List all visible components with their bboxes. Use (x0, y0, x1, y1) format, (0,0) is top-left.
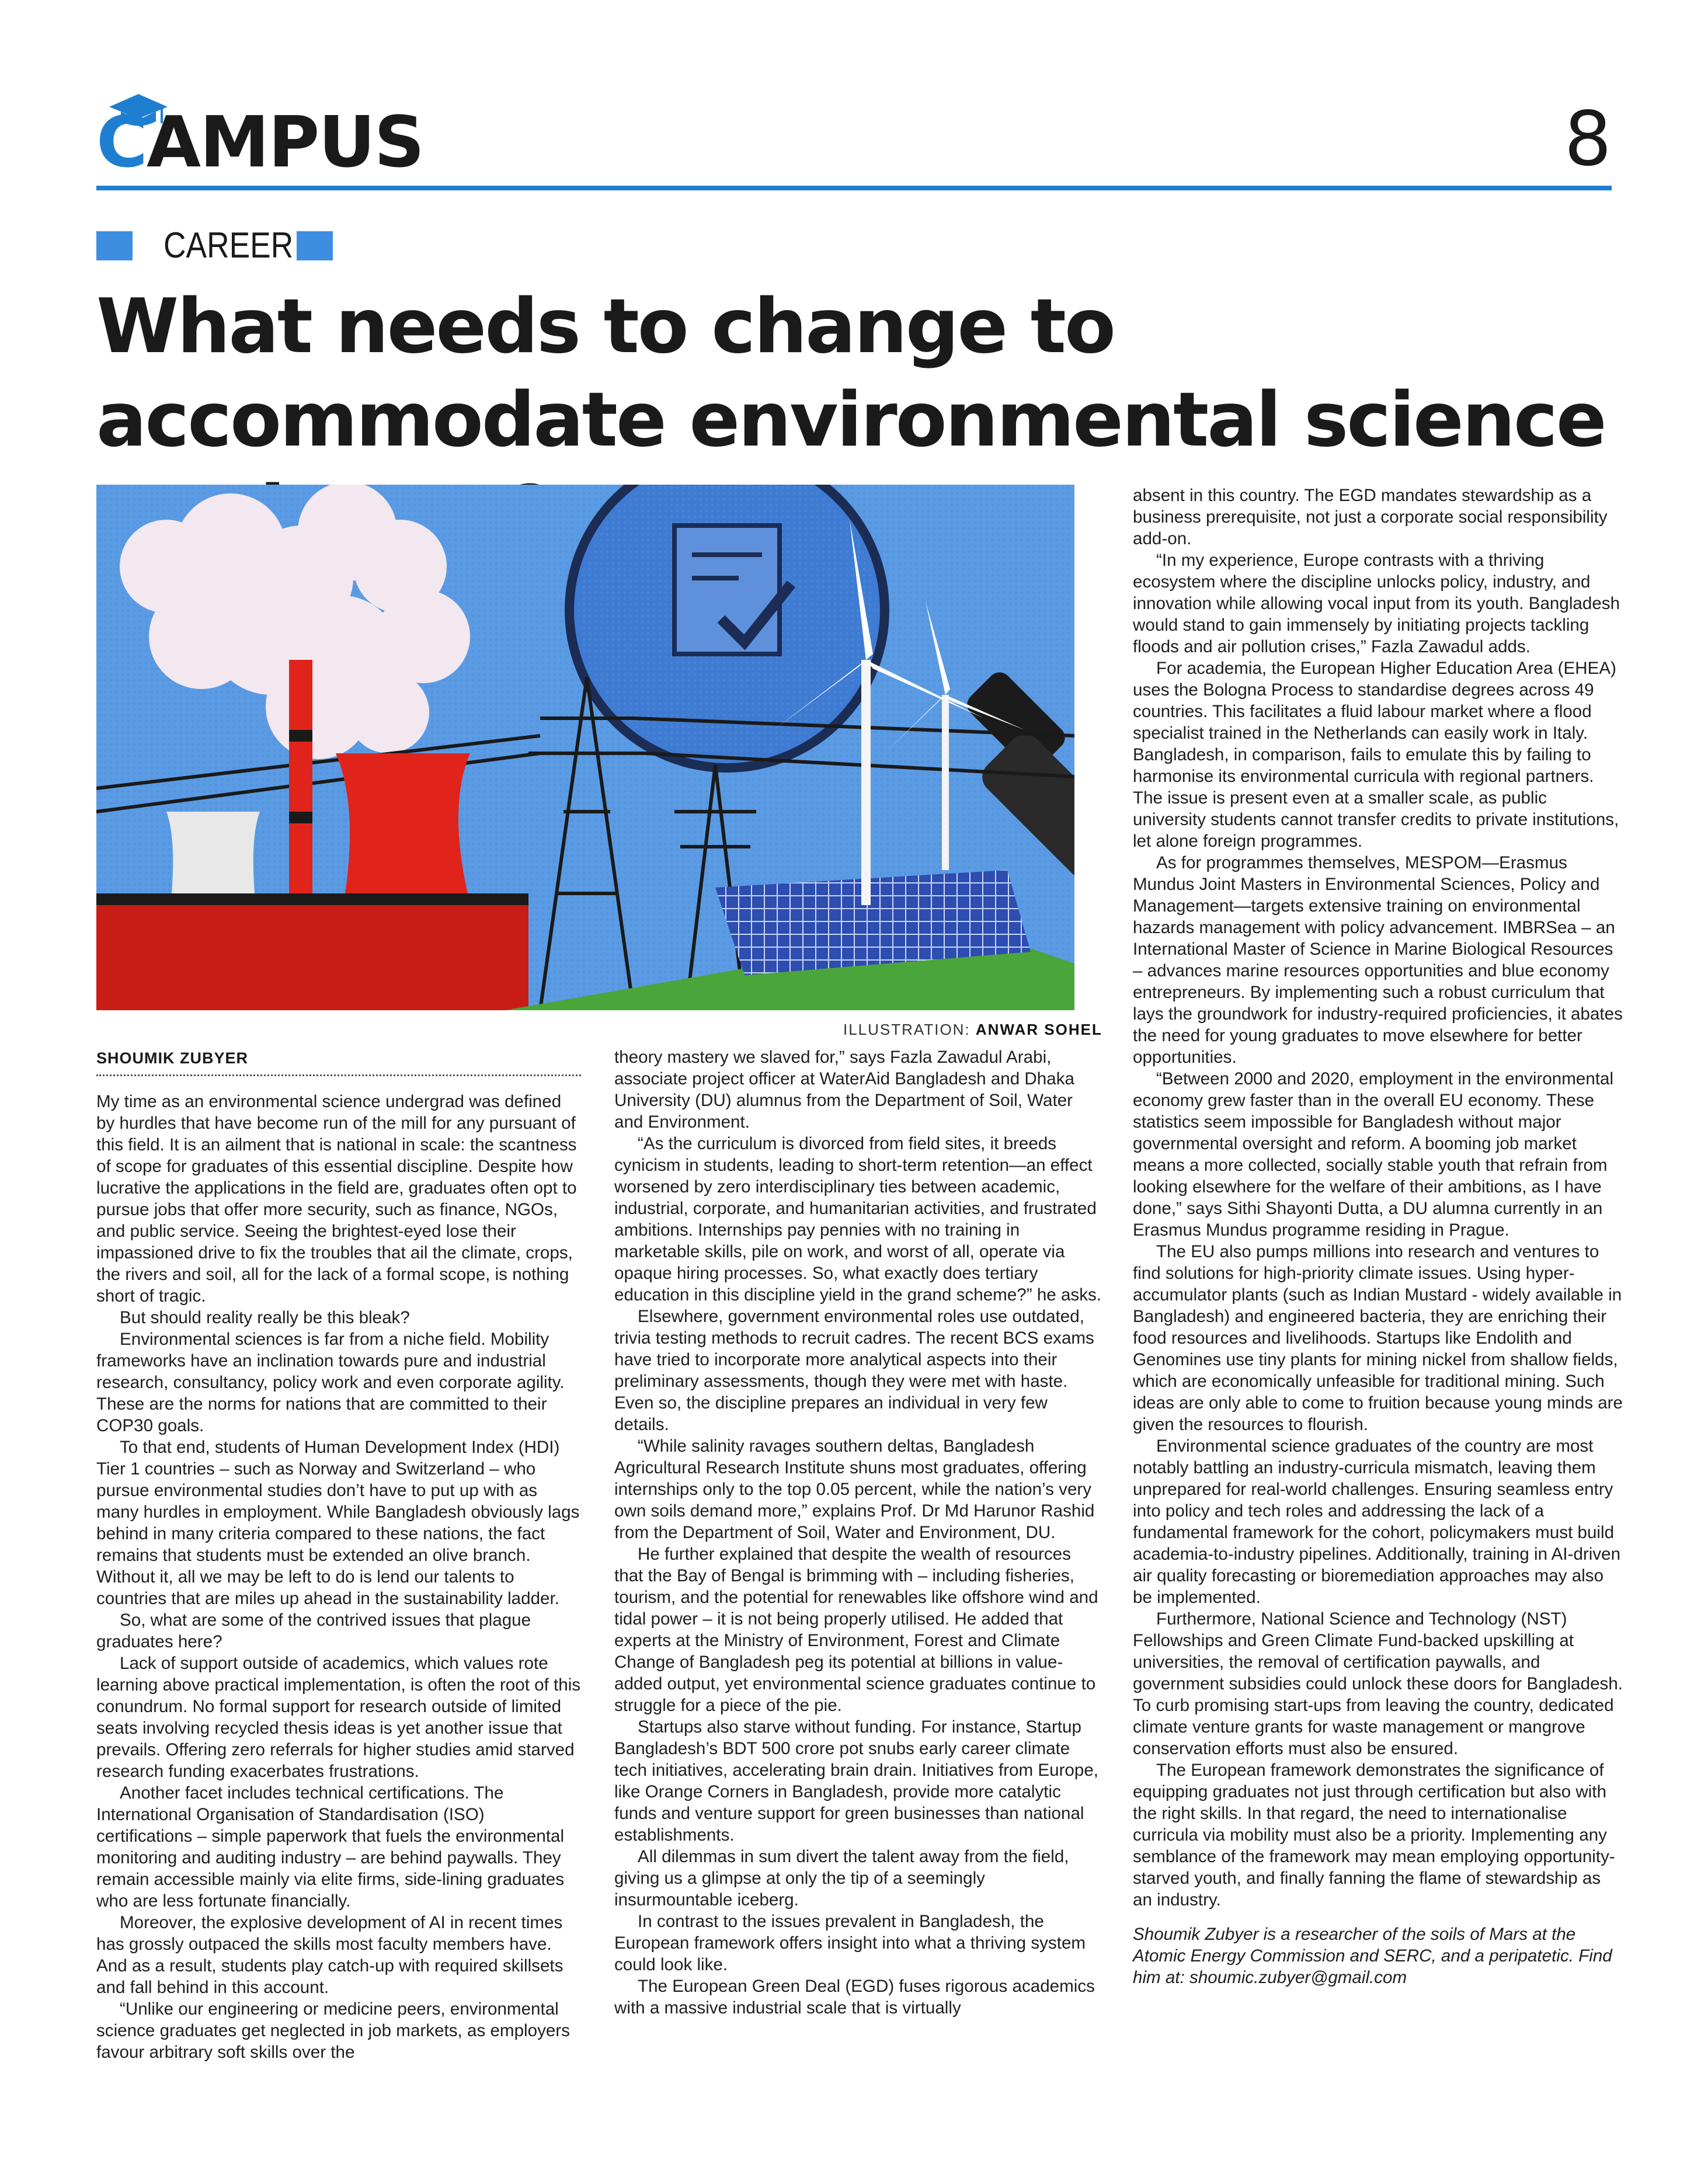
headline: What needs to change to accommodate environmental science (96, 283, 1605, 464)
author-bio: Shoumik Zubyer is a researcher of the soils of Mars at the Atomic Energy Commission and SERC, and a peripatetic. Find him at: shoumic.zubyer@gmail.com (1133, 1925, 1612, 1987)
illustration-svg (96, 485, 1074, 1010)
paragraph: “Unlike our engineering or medicine peers, environmental science graduates get neglected in job markets, as employers favour arbitrary soft skills over the (96, 1999, 570, 2062)
paragraph: He further explained that despite the wealth of resources that the Bay of Bengal is brimming with – including fisheries, tourism, and the potential for renewables like offshore wind and tidal power – it is not being properly utilised. He added that experts at the Ministry of Environment, Forest and Climate Change of Bangladesh peg its potential at billions in value-added output, yet environmental science graduates continue to struggle for a piece of the pie. (614, 1545, 1098, 1715)
logo-text (96, 102, 424, 183)
paragraph: “In my experience, Europe contrasts with a thriving ecosystem where the discipline unlocks policy, industry, and innovation while allowing vocal input from its youth. Bangladesh would stand to gain immensely by initiating projects tackling floods and air pollution crises,” Fazla Zawadul adds. (1133, 551, 1620, 656)
masthead (96, 96, 1612, 187)
article-illustration (96, 485, 1074, 1010)
paragraph: The European Green Deal (EGD) fuses rigorous academics with a massive industrial scale that is virtually (614, 1977, 1095, 2018)
chimney (289, 660, 312, 905)
paragraph: As for programmes themselves, MESPOM—Erasmus Mundus Joint Masters in Environmental Sciences, Policy and Management—targets extensive training on environmental hazards management with policy advancement. IMBRSea – an International Master of Science in Marine Biological Resources – advances marine resources opportunities and blue economy entrepreneurs. By implementing such a robust curriculum that lays the groundwork for industry-required proficiencies, it abates the need for young graduates to move elsewhere for better opportunities. (1133, 853, 1623, 1067)
byline: SHOUMIK ZUBYER (96, 1049, 249, 1067)
paragraph: The EU also pumps millions into research and ventures to find solutions for high-priority climate issues. Using hyper-accumulator plants (such as Indian Mustard - widely available in Bangladesh) and engineered bacteria, they are enriching their food resources and livelihoods. Startups like Endolith and Genomines use tiny plants for mining nickel from shallow fields, which are economically unfeasible for traditional mining. Such ideas are only able to come to fruition because young minds are given the resources to flourish. (1133, 1242, 1623, 1434)
section-label: CAREER (164, 225, 294, 266)
paragraph: absent in this country. The EGD mandates stewardship as a business prerequisite, not just a corporate social responsibility add-on. (1133, 486, 1608, 548)
article-column-3 (1133, 485, 1623, 1988)
paragraph: My time as an environmental science undergrad was defined by hurdles that have become run of the mill for any pursuant of this field. It is an ailment that is national in scale: the scantness of scope for graduates of this essential discipline. Despite how lucrative the applications in the field are, graduates often opt to pursue jobs that offer more security, such as finance, NGOs, and public service. Seeing the brightest-eyed lose their impassioned drive to fix the troubles that ail the climate, crops, the rivers and soil, all for the lack of a formal scope, is nothing short of tragic. (96, 1092, 577, 1306)
logo-initial: C (96, 102, 147, 183)
paragraph: theory mastery we slaved for,” says Fazla Zawadul Arabi, associate project officer at WaterAid Bangladesh and Dhaka University (DU) alumnus from the Department of Soil, Water and Environment. (614, 1048, 1074, 1132)
article-column-1 (96, 1091, 582, 2063)
byline-rule (96, 1074, 581, 1076)
masthead-rule (96, 186, 1612, 190)
illustration-credit (843, 1021, 1102, 1039)
paragraph: All dilemmas in sum divert the talent away from the field, giving us a glimpse at only the tip of a seemingly insurmountable iceberg. (614, 1847, 1069, 1909)
credit-label: ILLUSTRATION: (843, 1021, 970, 1038)
paragraph: Elsewhere, government environmental roles use outdated, trivia testing methods to recruit cadres. The recent BCS exams have tried to incorporate more analytical aspects into their preliminary assessments, though they were met with haste. Even so, the discipline prepares an individual in very few details. (614, 1307, 1094, 1434)
paragraph: In contrast to the issues prevalent in Bangladesh, the European framework offers insight into what a thriving system could look like. (614, 1912, 1086, 1974)
paragraph: Environmental sciences is far from a niche field. Mobility frameworks have an inclination towards pure and industrial research, consultancy, policy work and even corporate agility. These are the norms for nations that are committed to their COP30 goals. (96, 1330, 565, 1435)
page-number: 8 (1564, 96, 1612, 183)
paragraph: Lack of support outside of academics, which values rote learning above practical implementation, is often the root of this conundrum. No formal support for research outside of limited seats involving recycled thesis ideas is yet another issue that prevails. Offering zero referrals for higher studies amid starved research funding exacerbates frustrations. (96, 1654, 581, 1781)
paragraph: The European framework demonstrates the significance of equipping graduates not just through certification but also with the right skills. In that regard, the need to internationalise curricula via mobility must also be a priority. Implementing any semblance of the framework may mean employing opportunity-starved youth, and finally fanning the flame of stewardship as an industry. (1133, 1761, 1615, 1909)
paragraph: “While salinity ravages southern deltas, Bangladesh Agricultural Research Institute shuns most graduates, offering internships only to the top 0.05 percent, while the nation’s very own soils demand more,” explains Prof. Dr Md Harunor Rashid from the Department of Soil, Water and Environment, DU. (614, 1436, 1095, 1542)
paragraph: For academia, the European Higher Education Area (EHEA) uses the Bologna Process to standardise degrees across 49 countries. This facilitates a fluid labour market where a flood specialist trained in the Netherlands can easily work in Italy. Bangladesh, in comparison, fails to emulate this by failing to harmonise its environmental curricula with regional partners. The issue is present even at a smaller scale, as public university students cannot transfer credits to private institutions, let alone foreign programmes. (1133, 659, 1619, 851)
paragraph: Furthermore, National Science and Technology (NST) Fellowships and Green Climate Fund-backed upskilling at universities, the removal of certification paywalls, and government subsidies could unlock these doors for Bangladesh. To curb promising start-ups from leaving the country, dedicated climate venture grants for waste management or mangrove conservation efforts must also be ensured. (1133, 1609, 1623, 1758)
credit-name: ANWAR SOHEL (975, 1021, 1102, 1038)
logo-rest: AMPUS (147, 102, 424, 183)
paragraph: “As the curriculum is divorced from field sites, it breeds cynicism in students, leading to short-term retention—an effect worsened by zero interdisciplinary ties between academic, industrial, corporate, and humanitarian activities, and frustrated ambitions. Internships pay pennies with no training in marketable skills, pile on work, and worst of all, operate via opaque hiring processes. So, what exactly does tertiary education in this discipline yield in the grand scheme?” he asks. (614, 1134, 1102, 1305)
paragraph: Another facet includes technical certifications. The International Organisation of Standardisation (ISO) certifications – simple paperwork that fuels the environmental monitoring and auditing industry – are behind paywalls. They remain accessible mainly via elite firms, side-lining graduates who are less fortunate financially. (96, 1783, 565, 1911)
paragraph: Environmental science graduates of the country are most notably battling an industry-curricula mismatch, leaving them unprepared for real-world challenges. Ensuring seamless entry into policy and tech roles and addressing the lack of a fundamental framework for the cohort, policymakers must build academia-to-industry pipelines. Additionally, training in AI-driven air quality forecasting or bioremediation approaches may also be implemented. (1133, 1436, 1621, 1607)
section-square-right (297, 231, 333, 260)
paragraph: But should reality really be this bleak? (120, 1308, 410, 1327)
paragraph: Startups also starve without funding. For instance, Startup Bangladesh’s BDT 500 crore pot snubs early career climate tech initiatives, accelerating brain drain. Initiatives from Europe, like Orange Corners in Bangladesh, provide more catalytic funds and venture support for green businesses than national establishments. (614, 1717, 1099, 1845)
article-column-2 (614, 1046, 1104, 2019)
paragraph: Moreover, the explosive development of AI in recent times has grossly outpaced the skills most faculty members have. And as a result, students play catch-up with required skillsets and fall behind in this account. (96, 1913, 563, 1997)
paragraph: So, what are some of the contrived issues that plague graduates here? (96, 1611, 531, 1651)
section-square-left (96, 231, 133, 260)
paragraph: “Between 2000 and 2020, employment in the environmental economy grew faster than in the overall EU economy. These statistics seem impossible for Bangladesh without major governmental oversight and reform. A booming job market means a more collected, socially stable youth that refrain from looking elsewhere for the welfare of their ambitions, as I have done,” says Sithi Shayonti Dutta, a DU alumna currently in an Erasmus Mundus programme residing in Prague. (1133, 1069, 1614, 1240)
paragraph: To that end, students of Human Development Index (HDI) Tier 1 countries – such as Norway and Switzerland – who pursue environmental studies don’t have to put up with as many hurdles in employment. While Bangladesh obviously lags behind in many criteria compared to these nations, the fact remains that students must be extended an olive branch. Without it, all we may be left to do is lend our talents to countries that are miles up ahead in the sustainability ladder. (96, 1438, 580, 1608)
